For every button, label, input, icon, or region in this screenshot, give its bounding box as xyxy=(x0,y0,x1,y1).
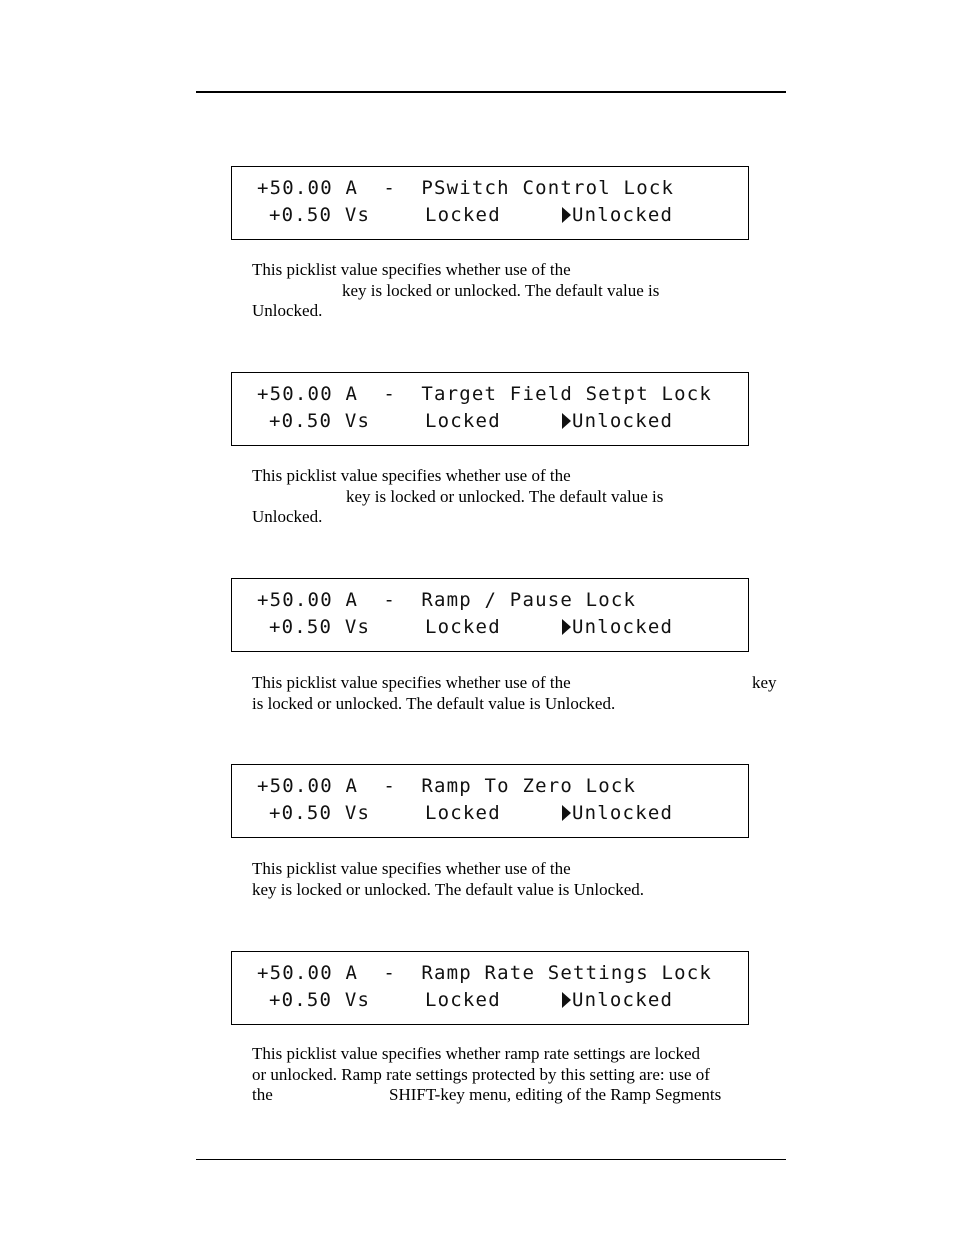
selection-arrow-icon xyxy=(562,207,571,223)
footer-rule xyxy=(196,1159,786,1160)
text-line: key is locked or unlocked. The default value is xyxy=(342,280,660,300)
lcd-menu-title: Ramp / Pause Lock xyxy=(421,589,637,611)
text-line-with-key xyxy=(252,673,786,694)
lcd-voltage-readout: +0.50 Vs xyxy=(269,204,371,226)
lcd-voltage-readout: +0.50 Vs xyxy=(269,989,371,1011)
text-line: key is locked or unlocked. The default value is Unlocked. xyxy=(252,879,644,899)
text-line: Unlocked. xyxy=(252,301,323,320)
lcd-display-target-field-setpt-lock xyxy=(231,372,749,446)
option-unlocked-selected[interactable] xyxy=(562,989,673,1011)
text-line: This picklist value specifies whether use of the xyxy=(252,859,571,878)
description-pswitch-control-lock xyxy=(252,260,786,322)
lcd-separator: - xyxy=(383,177,397,199)
text-line: This picklist value specifies whether use of the xyxy=(252,260,571,279)
lcd-separator: - xyxy=(383,962,397,984)
lcd-line-1 xyxy=(257,589,636,611)
description-ramp-pause-lock xyxy=(252,673,786,714)
text-line: is locked or unlocked. The default value is Unlocked. xyxy=(252,693,616,713)
lcd-voltage-readout: +0.50 Vs xyxy=(269,616,371,638)
text-line: key is locked or unlocked. The default value is xyxy=(346,486,664,506)
text-line: SHIFT-key menu, editing of the Ramp Segments xyxy=(389,1085,722,1104)
selection-arrow-icon xyxy=(562,805,571,821)
lcd-current-readout: +50.00 A xyxy=(257,775,359,797)
selection-arrow-icon xyxy=(562,413,571,429)
option-unlocked-label: Unlocked xyxy=(572,410,674,432)
option-locked[interactable]: Locked xyxy=(425,802,501,824)
selection-arrow-icon xyxy=(562,619,571,635)
option-locked[interactable]: Locked xyxy=(425,410,501,432)
option-unlocked-selected[interactable] xyxy=(562,410,673,432)
lcd-display-ramp-to-zero-lock xyxy=(231,764,749,838)
option-locked[interactable]: Locked xyxy=(425,989,501,1011)
description-target-field-setpt-lock xyxy=(252,466,786,528)
lcd-line-1 xyxy=(257,383,712,405)
lcd-current-readout: +50.00 A xyxy=(257,962,359,984)
text-line-with-gap xyxy=(252,1085,786,1106)
lcd-current-readout: +50.00 A xyxy=(257,383,359,405)
text-line: the xyxy=(252,1085,273,1104)
option-unlocked-selected[interactable] xyxy=(562,616,673,638)
lcd-separator: - xyxy=(383,775,397,797)
lcd-menu-title: Ramp To Zero Lock xyxy=(421,775,637,797)
option-locked[interactable]: Locked xyxy=(425,616,501,638)
lcd-line-1 xyxy=(257,962,712,984)
option-unlocked-selected[interactable] xyxy=(562,802,673,824)
text-line: This picklist value specifies whether use of the xyxy=(252,466,571,485)
option-unlocked-label: Unlocked xyxy=(572,616,674,638)
text-line: This picklist value specifies whether ramp rate settings are locked xyxy=(252,1044,700,1063)
lcd-menu-title: Target Field Setpt Lock xyxy=(421,383,713,405)
lcd-current-readout: +50.00 A xyxy=(257,177,359,199)
text-key-word: key xyxy=(752,673,777,692)
lcd-voltage-readout: +0.50 Vs xyxy=(269,802,371,824)
lcd-voltage-readout: +0.50 Vs xyxy=(269,410,371,432)
lcd-line-1 xyxy=(257,775,636,797)
lcd-line-1 xyxy=(257,177,674,199)
lcd-menu-title: PSwitch Control Lock xyxy=(421,177,675,199)
selection-arrow-icon xyxy=(562,992,571,1008)
lcd-display-ramp-rate-settings-lock xyxy=(231,951,749,1025)
option-unlocked-label: Unlocked xyxy=(572,802,674,824)
lcd-display-pswitch-control-lock xyxy=(231,166,749,240)
text-line: Unlocked. xyxy=(252,507,323,526)
description-ramp-rate-settings-lock xyxy=(252,1044,786,1106)
description-ramp-to-zero-lock xyxy=(252,859,786,900)
text-line: or unlocked. Ramp rate settings protected by this setting are: use of xyxy=(252,1064,710,1084)
header-rule xyxy=(196,91,786,93)
lcd-current-readout: +50.00 A xyxy=(257,589,359,611)
text-line: This picklist value specifies whether use of the xyxy=(252,673,571,692)
option-locked[interactable]: Locked xyxy=(425,204,501,226)
lcd-separator: - xyxy=(383,589,397,611)
lcd-display-ramp-pause-lock xyxy=(231,578,749,652)
option-unlocked-label: Unlocked xyxy=(572,989,674,1011)
option-unlocked-label: Unlocked xyxy=(572,204,674,226)
lcd-separator: - xyxy=(383,383,397,405)
option-unlocked-selected[interactable] xyxy=(562,204,673,226)
lcd-menu-title: Ramp Rate Settings Lock xyxy=(421,962,713,984)
